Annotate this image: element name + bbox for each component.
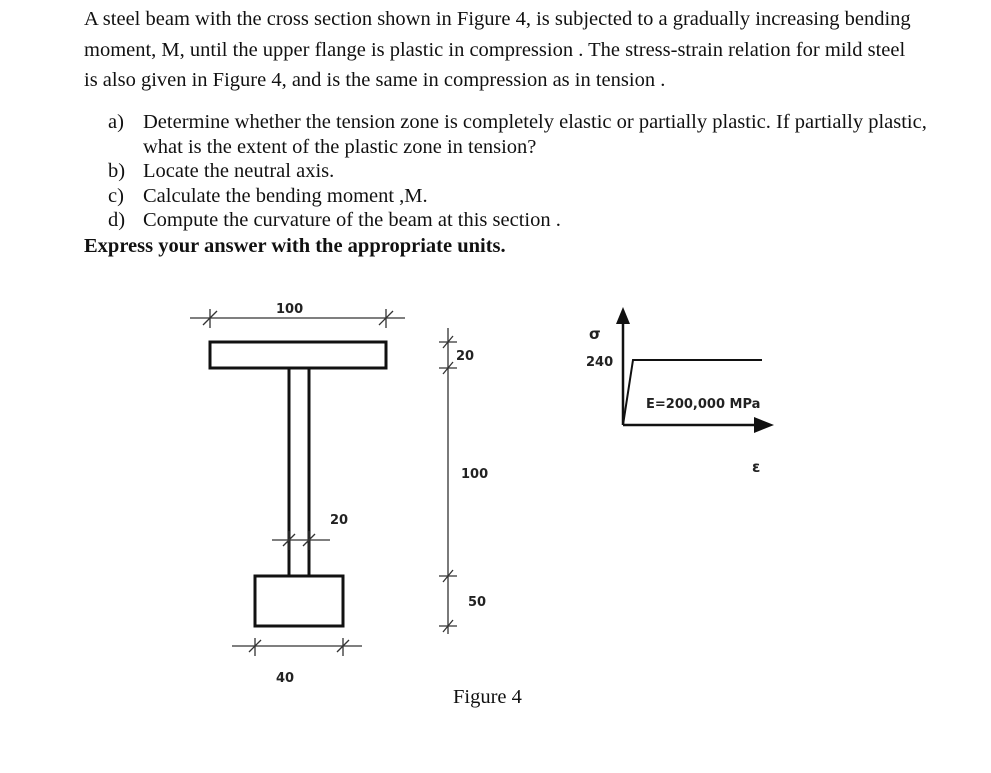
modulus-label: E=200,000 MPa (646, 397, 761, 412)
sigma-label: σ (589, 325, 601, 343)
question-marker: d) (108, 209, 126, 231)
question-text: Compute the curvature of the beam at this section . (143, 209, 561, 231)
bottom-flange (255, 576, 343, 626)
instruction-text: Express your answer with the appropriate units. (84, 235, 506, 257)
question-text: Locate the neutral axis. (143, 160, 335, 182)
elastic-plastic-curve (623, 360, 762, 425)
dim-label-100-flange: 100 (276, 302, 304, 317)
yield-stress-label: 240 (586, 355, 614, 370)
stress-strain-diagram (586, 307, 774, 476)
question-text: Calculate the bending moment ,M. (143, 184, 428, 207)
dim-label-40: 40 (276, 671, 295, 686)
question-marker: a) (108, 111, 124, 133)
dim-label-20-flange: 20 (456, 349, 475, 364)
epsilon-label: ε (752, 458, 761, 476)
question-marker: c) (108, 184, 124, 207)
question-marker: b) (108, 160, 126, 182)
top-flange (210, 342, 386, 368)
beam-cross-section (210, 342, 386, 626)
figure-caption: Figure 4 (453, 686, 522, 708)
sigma-arrow-icon (616, 307, 630, 324)
dim-label-20-web: 20 (330, 513, 349, 528)
dim-label-50: 50 (468, 595, 487, 610)
web (289, 368, 309, 576)
problem-intro: A steel beam with the cross section shown in Figure 4, is subjected to a gradually increasing bending moment, M, until the upper flange is plastic in compression . The stress-strain relation for mild steel is also given in Figure 4, and is the same in compression as in tension . (84, 8, 911, 91)
epsilon-arrow-icon (754, 417, 774, 433)
dimension-lines (190, 309, 457, 656)
dim-label-100-web: 100 (461, 467, 489, 482)
question-text: Determine whether the tension zone is completely elastic or partially plastic. If partially plastic, what is the extent of the plastic zone in tension? (143, 111, 927, 158)
